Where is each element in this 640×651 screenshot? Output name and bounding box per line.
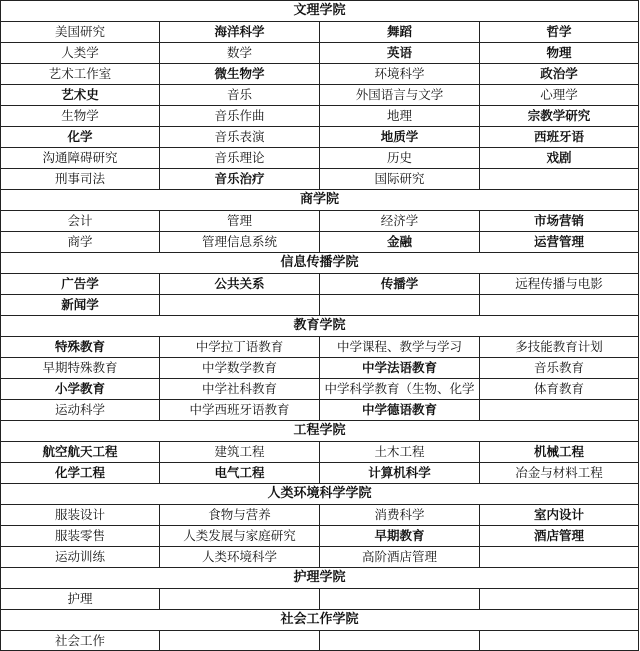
table-row bbox=[0, 399, 639, 420]
major-cell: 市场营销 bbox=[480, 211, 639, 231]
major-cell: 计算机科学 bbox=[320, 463, 480, 483]
major-cell: 广告学 bbox=[1, 274, 160, 294]
table-row bbox=[0, 441, 639, 462]
major-cell: 高阶酒店管理 bbox=[320, 547, 480, 567]
table-row bbox=[0, 357, 639, 378]
table-row bbox=[0, 168, 639, 189]
major-cell bbox=[160, 631, 320, 651]
table-row bbox=[0, 84, 639, 105]
major-cell: 机械工程 bbox=[480, 442, 639, 462]
table-row bbox=[0, 63, 639, 84]
major-cell: 消费科学 bbox=[320, 505, 480, 525]
major-cell: 中学社科教育 bbox=[160, 379, 320, 399]
section-title: 护理学院 bbox=[0, 567, 639, 588]
major-cell: 心理学 bbox=[480, 85, 639, 105]
major-cell: 中学法语教育 bbox=[320, 358, 480, 378]
major-cell: 商学 bbox=[1, 232, 160, 252]
major-cell: 食物与营养 bbox=[160, 505, 320, 525]
major-cell: 运动训练 bbox=[1, 547, 160, 567]
table-row bbox=[0, 105, 639, 126]
major-cell: 音乐教育 bbox=[480, 358, 639, 378]
table-row bbox=[0, 210, 639, 231]
major-cell bbox=[480, 295, 639, 315]
table-row bbox=[0, 504, 639, 525]
section-title: 文理学院 bbox=[0, 0, 639, 21]
major-cell: 远程传播与电影 bbox=[480, 274, 639, 294]
major-cell: 多技能教育计划 bbox=[480, 337, 639, 357]
major-cell: 刑事司法 bbox=[1, 169, 160, 189]
major-cell: 管理 bbox=[160, 211, 320, 231]
major-cell: 航空航天工程 bbox=[1, 442, 160, 462]
major-cell: 舞蹈 bbox=[320, 22, 480, 42]
major-cell: 服装设计 bbox=[1, 505, 160, 525]
section-title: 教育学院 bbox=[0, 315, 639, 336]
major-cell: 哲学 bbox=[480, 22, 639, 42]
major-cell: 音乐治疗 bbox=[160, 169, 320, 189]
major-cell: 地理 bbox=[320, 106, 480, 126]
table-row bbox=[0, 588, 639, 609]
major-cell: 音乐 bbox=[160, 85, 320, 105]
section-title: 社会工作学院 bbox=[0, 609, 639, 630]
table-row bbox=[0, 336, 639, 357]
major-cell: 电气工程 bbox=[160, 463, 320, 483]
major-cell: 数学 bbox=[160, 43, 320, 63]
major-cell: 外国语言与文学 bbox=[320, 85, 480, 105]
major-cell: 音乐作曲 bbox=[160, 106, 320, 126]
major-cell: 运营管理 bbox=[480, 232, 639, 252]
major-cell: 戏剧 bbox=[480, 148, 639, 168]
major-cell: 小学教育 bbox=[1, 379, 160, 399]
major-cell: 沟通障碍研究 bbox=[1, 148, 160, 168]
table-row bbox=[0, 273, 639, 294]
major-cell: 冶金与材料工程 bbox=[480, 463, 639, 483]
table-row bbox=[0, 126, 639, 147]
major-cell: 人类环境科学 bbox=[160, 547, 320, 567]
major-cell: 早期特殊教育 bbox=[1, 358, 160, 378]
major-cell bbox=[480, 400, 639, 420]
major-cell: 公共关系 bbox=[160, 274, 320, 294]
section-title: 工程学院 bbox=[0, 420, 639, 441]
table-row bbox=[0, 21, 639, 42]
major-cell bbox=[480, 169, 639, 189]
section-title: 商学院 bbox=[0, 189, 639, 210]
major-cell: 中学课程、教学与学习 bbox=[320, 337, 480, 357]
major-cell: 中学西班牙语教育 bbox=[160, 400, 320, 420]
major-cell: 音乐表演 bbox=[160, 127, 320, 147]
section-title: 人类环境科学学院 bbox=[0, 483, 639, 504]
major-cell: 早期教育 bbox=[320, 526, 480, 546]
major-cell: 环境科学 bbox=[320, 64, 480, 84]
major-cell: 微生物学 bbox=[160, 64, 320, 84]
table-row bbox=[0, 378, 639, 399]
major-cell: 美国研究 bbox=[1, 22, 160, 42]
major-cell bbox=[480, 631, 639, 651]
major-cell: 特殊教育 bbox=[1, 337, 160, 357]
section-title: 信息传播学院 bbox=[0, 252, 639, 273]
major-cell: 海洋科学 bbox=[160, 22, 320, 42]
major-cell: 政治学 bbox=[480, 64, 639, 84]
major-cell: 运动科学 bbox=[1, 400, 160, 420]
major-cell: 艺术工作室 bbox=[1, 64, 160, 84]
major-cell bbox=[320, 589, 480, 609]
major-cell: 管理信息系统 bbox=[160, 232, 320, 252]
table-row bbox=[0, 546, 639, 567]
major-cell: 会计 bbox=[1, 211, 160, 231]
major-cell: 人类学 bbox=[1, 43, 160, 63]
major-cell: 英语 bbox=[320, 43, 480, 63]
major-cell: 化学工程 bbox=[1, 463, 160, 483]
major-cell: 新闻学 bbox=[1, 295, 160, 315]
major-cell: 艺术史 bbox=[1, 85, 160, 105]
major-cell: 经济学 bbox=[320, 211, 480, 231]
major-cell: 生物学 bbox=[1, 106, 160, 126]
table-row bbox=[0, 231, 639, 252]
major-cell: 历史 bbox=[320, 148, 480, 168]
major-cell: 酒店管理 bbox=[480, 526, 639, 546]
major-cell: 中学科学教育（生物、化学 bbox=[320, 379, 480, 399]
major-cell: 传播学 bbox=[320, 274, 480, 294]
major-cell bbox=[480, 589, 639, 609]
major-cell bbox=[160, 589, 320, 609]
major-cell: 国际研究 bbox=[320, 169, 480, 189]
major-cell bbox=[480, 547, 639, 567]
major-cell bbox=[160, 295, 320, 315]
major-cell: 土木工程 bbox=[320, 442, 480, 462]
table-row bbox=[0, 294, 639, 315]
major-cell: 建筑工程 bbox=[160, 442, 320, 462]
major-cell: 中学拉丁语教育 bbox=[160, 337, 320, 357]
major-cell: 中学德语教育 bbox=[320, 400, 480, 420]
major-cell: 人类发展与家庭研究 bbox=[160, 526, 320, 546]
table-row bbox=[0, 630, 639, 651]
major-cell: 社会工作 bbox=[1, 631, 160, 651]
major-cell bbox=[320, 295, 480, 315]
major-cell: 体育教育 bbox=[480, 379, 639, 399]
major-cell: 中学数学教育 bbox=[160, 358, 320, 378]
major-cell: 护理 bbox=[1, 589, 160, 609]
major-cell: 音乐理论 bbox=[160, 148, 320, 168]
table-row bbox=[0, 462, 639, 483]
table-row bbox=[0, 42, 639, 63]
table-row bbox=[0, 147, 639, 168]
table-row bbox=[0, 525, 639, 546]
major-cell: 宗教学研究 bbox=[480, 106, 639, 126]
major-cell: 室内设计 bbox=[480, 505, 639, 525]
major-cell: 地质学 bbox=[320, 127, 480, 147]
major-cell: 西班牙语 bbox=[480, 127, 639, 147]
major-cell: 化学 bbox=[1, 127, 160, 147]
major-cell bbox=[320, 631, 480, 651]
major-cell: 服装零售 bbox=[1, 526, 160, 546]
major-cell: 金融 bbox=[320, 232, 480, 252]
major-cell: 物理 bbox=[480, 43, 639, 63]
